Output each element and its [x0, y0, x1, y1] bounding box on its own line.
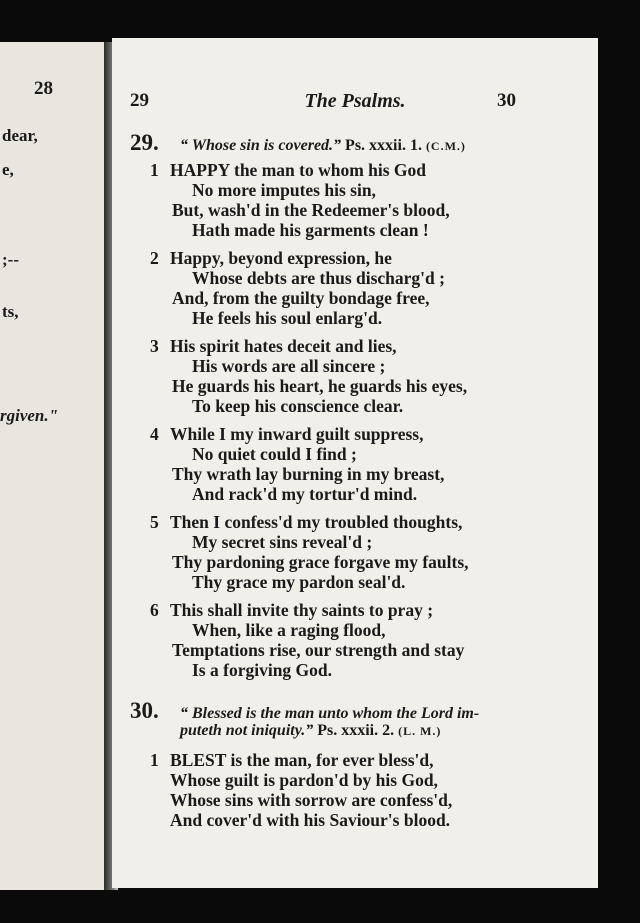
psalm-subtitle: “ Blessed is the man unto whom the Lord im- [180, 705, 480, 722]
previous-page [0, 42, 106, 890]
verse-line: Thy grace my pardon seal'd. [192, 572, 406, 592]
psalm-number: 30. [130, 698, 159, 723]
verse-line: When, like a raging flood, [192, 620, 386, 640]
previous-page-number: 28 [34, 78, 53, 99]
previous-page-fragment: ts, [2, 302, 19, 321]
verse-line: 6 This shall invite thy saints to pray ; [150, 600, 434, 620]
verse-line: 3 His spirit hates deceit and lies, [150, 336, 397, 356]
psalm-meter: (L. M.) [398, 724, 442, 738]
verse-line: He feels his soul enlarg'd. [192, 308, 383, 328]
book-page [112, 38, 598, 888]
header-left-number: 29 [130, 90, 149, 111]
verse-number: 4 [150, 424, 159, 444]
psalm-subtitle: puteth not iniquity.” [180, 722, 314, 739]
verse-line: Hath made his garments clean ! [192, 220, 429, 240]
verse-line: Thy wrath lay burning in my breast, [172, 464, 445, 484]
header-title: The Psalms. [304, 90, 406, 112]
verse-line: Temptations rise, our strength and stay [172, 640, 465, 660]
verse-line: And cover'd with his Saviour's blood. [170, 810, 451, 830]
verse-line: He guards his heart, he guards his eyes, [172, 376, 468, 396]
verse-line: Whose guilt is pardon'd by his God, [170, 770, 438, 790]
verse-line: No quiet could I find ; [192, 444, 357, 464]
psalm-30-heading-continued [180, 722, 441, 740]
verse-line: And, from the guilty bondage free, [172, 288, 430, 308]
running-header [112, 90, 598, 116]
verse-number: 3 [150, 336, 159, 356]
verse-line: Thy pardoning grace forgave my faults, [172, 552, 469, 572]
verse-line: To keep his conscience clear. [192, 396, 404, 416]
verse-number: 5 [150, 512, 159, 532]
verse-number: 2 [150, 248, 159, 268]
verse-line: 1 BLEST is the man, for ever bless'd, [150, 750, 434, 770]
previous-page-fragment: e, [2, 160, 14, 179]
psalm-30-heading [130, 698, 479, 724]
verse-line: His words are all sincere ; [192, 356, 386, 376]
verse-number: 6 [150, 600, 159, 620]
verse-line: Whose debts are thus discharg'd ; [192, 268, 445, 288]
verse-line: But, wash'd in the Redeemer's blood, [172, 200, 450, 220]
verse-line: 4 While I my inward guilt suppress, [150, 424, 424, 444]
verse-line: 5 Then I confess'd my troubled thoughts, [150, 512, 463, 532]
psalm-reference: Ps. xxxii. 2. [317, 722, 395, 739]
verse-line: 1 HAPPY the man to whom his God [150, 160, 427, 180]
psalm-meter: (C.M.) [425, 139, 466, 153]
verse-line: 2 Happy, beyond expression, he [150, 248, 392, 268]
verse-line: No more imputes his sin, [192, 180, 376, 200]
previous-page-fragment: rgiven." [0, 406, 59, 425]
previous-page-fragment: ;-- [2, 250, 19, 269]
verse-number: 1 [150, 750, 159, 770]
header-right-number: 30 [497, 90, 516, 111]
previous-page-fragment: dear, [2, 126, 38, 145]
psalm-29-heading [130, 130, 466, 156]
psalm-number: 29. [130, 130, 159, 155]
verse-line: And rack'd my tortur'd mind. [192, 484, 418, 504]
psalm-reference: Ps. xxxii. 1. [345, 137, 422, 154]
verse-number: 1 [150, 160, 159, 180]
verse-line: Is a forgiving God. [192, 660, 333, 680]
verse-line: Whose sins with sorrow are confess'd, [170, 790, 453, 810]
psalm-subtitle: “ Whose sin is covered.” [180, 137, 342, 154]
verse-line: My secret sins reveal'd ; [192, 532, 373, 552]
